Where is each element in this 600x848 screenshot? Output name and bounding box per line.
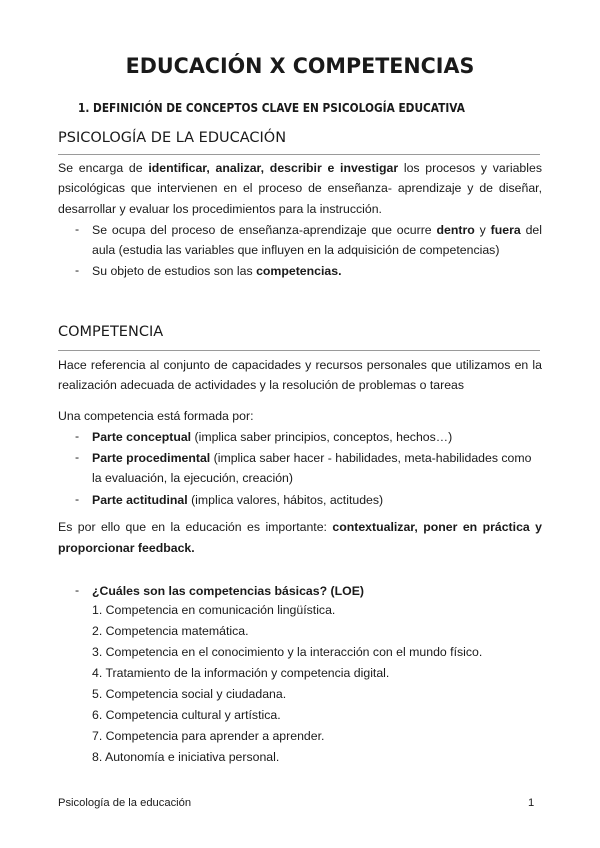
competencia-intro: Una competencia está formada por: [58,409,254,423]
list-item: 1. Competencia en comunicación lingüística. [92,603,336,617]
bullet-dash: - [75,583,80,597]
footer-text: Psicología de la educación [58,797,192,809]
list-item: Parte procedimental (implica saber hacer - habilidades, meta-habilidades como la evaluación, la ejecución, creación) [92,451,532,486]
page-number: 1 [528,797,535,809]
list-item: 3. Competencia en el conocimiento y la interacción con el mundo físico. [92,645,483,659]
competencia-heading: COMPETENCIA [58,324,164,340]
section-heading: 1. DEFINICIÓN DE CONCEPTOS CLAVE EN PSICOLOGÍA EDUCATIVA [78,101,465,115]
list-item: 5. Competencia social y ciudadana. [92,687,287,701]
list-item: 4. Tratamiento de la información y competencia digital. [92,666,390,680]
psicologia-heading: PSICOLOGÍA DE LA EDUCACIÓN [58,130,287,146]
heading-divider [58,154,540,155]
bullet-dash: - [75,429,80,443]
bullet-dash: - [75,222,80,236]
list-item: Parte actitudinal (implica valores, hábitos, actitudes) [92,493,384,507]
list-item: Se ocupa del proceso de enseñanza-aprendizaje que ocurre dentro y fuera del aula (estudia las variables que influyen en la adquisición de competencias) [92,223,542,258]
list-item: 6. Competencia cultural y artística. [92,708,281,722]
psicologia-paragraph: Se encarga de identificar, analizar, describir e investigar los procesos y variables psicológicas que intervienen en el proceso de enseñanza- aprendizaje y de diseñar, desarrollar y evaluar los procedimientos para la instrucción. [58,161,542,216]
list-item: 8. Autonomía e iniciativa personal. [92,750,280,764]
competencia-paragraph: Hace referencia al conjunto de capacidades y recursos personales que utilizamos en la realización adecuada de actividades y la resolución de problemas o tareas [58,358,542,393]
competencias-question: ¿Cuáles son las competencias básicas? (LOE) [92,584,364,598]
bullet-dash: - [75,263,80,277]
page-title: EDUCACIÓN X COMPETENCIAS [125,54,475,79]
bullet-dash: - [75,492,80,506]
list-item: 2. Competencia matemática. [92,624,249,638]
list-item: Parte conceptual (implica saber principios, conceptos, hechos…) [92,430,453,444]
bullet-dash: - [75,450,80,464]
conclusion-paragraph: Es por ello que en la educación es importante: contextualizar, poner en práctica y proporcionar feedback. [58,520,543,555]
list-item: 7. Competencia para aprender a aprender. [92,729,325,743]
heading-divider [58,350,540,351]
list-item: Su objeto de estudios son las competencias. [92,264,342,278]
